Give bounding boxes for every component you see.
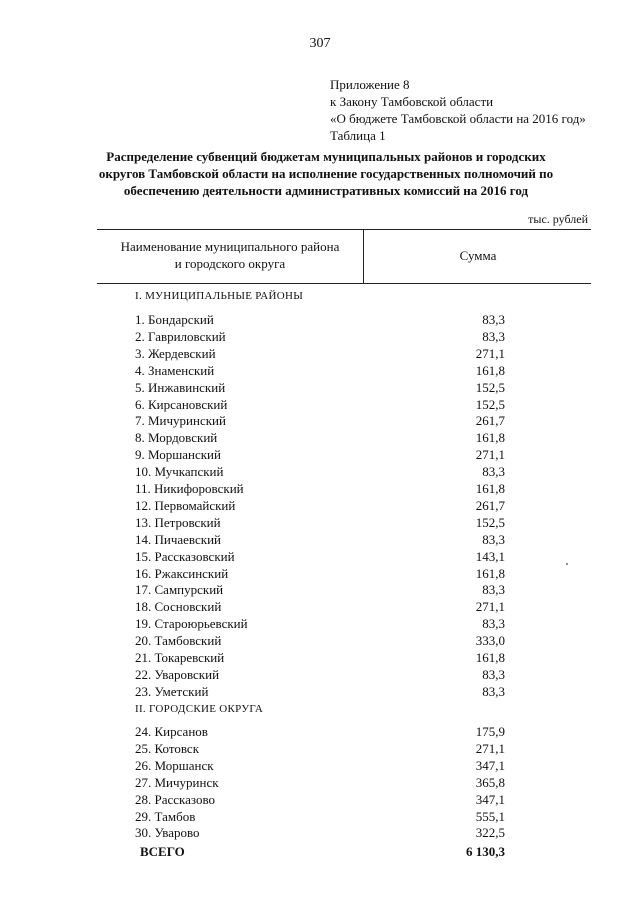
column-header-name-line: и городского округа	[174, 256, 286, 271]
row-value: 83,3	[482, 683, 505, 699]
row-name: 16. Ржаксинский	[135, 565, 229, 581]
row-value: 555,1	[475, 808, 505, 824]
table-row	[135, 514, 505, 531]
title-line: округов Тамбовской области на исполнение государственных полномочий по	[98, 166, 554, 181]
row-value: 271,1	[475, 345, 505, 361]
table-row	[135, 740, 505, 757]
row-value: 271,1	[475, 447, 505, 463]
appendix-line: к Закону Тамбовской области	[330, 94, 494, 109]
row-name: 2. Гавриловский	[135, 328, 226, 344]
appendix-line: «О бюджете Тамбовской области на 2016 год»	[330, 111, 586, 126]
row-value: 161,8	[475, 565, 505, 581]
row-value: 365,8	[475, 774, 505, 790]
appendix-reference	[330, 76, 586, 144]
row-name: 22. Уваровский	[135, 666, 220, 682]
row-name: 30. Уварово	[135, 825, 200, 841]
table-row	[135, 757, 505, 774]
table-row	[135, 345, 505, 362]
row-value: 347,1	[475, 791, 505, 807]
total-value: 6 130,3	[466, 844, 505, 859]
table-row	[135, 531, 505, 548]
row-value: 83,3	[482, 312, 505, 327]
table-row	[135, 598, 505, 615]
row-value: 271,1	[475, 740, 505, 756]
row-value: 161,8	[475, 481, 505, 496]
appendix-line: Таблица 1	[330, 128, 386, 143]
title-line: обеспечению деятельности административных комиссий на 2016 год	[123, 183, 529, 198]
table-row	[135, 615, 505, 632]
row-name: 23. Уметский	[135, 683, 209, 699]
row-value: 161,8	[475, 430, 505, 446]
column-header-sum: Сумма	[459, 248, 497, 263]
table-row	[135, 824, 505, 841]
row-name: 19. Староюрьевский	[135, 616, 248, 632]
row-name: 18. Сосновский	[135, 599, 222, 615]
table-row	[135, 565, 505, 582]
units-label: тыс. рублей	[528, 212, 588, 226]
table-row	[135, 683, 505, 700]
row-value: 161,8	[475, 362, 505, 378]
row-name: 6. Кирсановский	[135, 396, 228, 412]
row-value: 152,5	[475, 396, 505, 412]
table-header-bottom-rule	[97, 283, 591, 284]
row-value: 83,3	[482, 666, 505, 682]
row-value: 271,1	[475, 599, 505, 615]
table-row	[135, 666, 505, 683]
row-name: 28. Рассказово	[135, 791, 216, 807]
table-row	[135, 480, 505, 497]
row-name: 8. Мордовский	[135, 430, 218, 446]
row-name: 4. Знаменский	[135, 362, 215, 378]
scan-speck	[566, 563, 568, 565]
row-name: 20. Тамбовский	[135, 633, 222, 649]
row-value: 83,3	[482, 328, 505, 344]
document-title	[70, 148, 582, 199]
row-name: 9. Моршанский	[135, 447, 221, 463]
row-name: 5. Инжавинский	[135, 379, 226, 395]
section-title: II. ГОРОДСКИЕ ОКРУГА	[135, 703, 264, 715]
table-row	[135, 396, 505, 413]
table-row	[135, 328, 505, 345]
row-value: 83,3	[482, 531, 505, 547]
row-name: 25. Котовск	[135, 740, 200, 756]
row-name: 26. Моршанск	[135, 757, 214, 773]
row-value: 83,3	[482, 464, 505, 480]
table-row	[135, 581, 505, 598]
row-name: 13. Петровский	[135, 514, 221, 530]
row-name: 14. Пичаевский	[135, 531, 221, 547]
row-value: 261,7	[475, 413, 505, 429]
table-row	[135, 774, 505, 791]
row-value: 161,8	[475, 650, 505, 665]
row-value: 143,1	[475, 548, 505, 564]
row-value: 347,1	[475, 757, 505, 773]
total-label: ВСЕГО	[140, 844, 185, 859]
table-row	[135, 429, 505, 446]
row-value: 152,5	[475, 514, 505, 530]
table-row	[135, 632, 505, 649]
row-name: 1. Бондарский	[135, 312, 214, 327]
table-row	[135, 497, 505, 514]
table-row	[135, 362, 505, 379]
table-top-rule	[97, 229, 591, 230]
title-line: Распределение субвенций бюджетам муниципальных районов и городских	[106, 149, 546, 164]
table-row	[135, 463, 505, 480]
row-value: 152,5	[475, 379, 505, 395]
row-name: 29. Тамбов	[135, 808, 196, 824]
table-row	[135, 412, 505, 429]
row-name: 17. Сампурский	[135, 582, 224, 598]
column-header-name	[100, 238, 360, 272]
section-title: I. МУНИЦИПАЛЬНЫЕ РАЙОНЫ	[135, 290, 304, 302]
row-value: 333,0	[475, 633, 505, 649]
row-value: 261,7	[475, 497, 505, 513]
table-row	[135, 723, 505, 740]
row-name: 24. Кирсанов	[135, 724, 208, 739]
row-value: 322,5	[475, 825, 505, 841]
table-row	[135, 379, 505, 396]
row-name: 15. Рассказовский	[135, 548, 235, 564]
table-row	[135, 791, 505, 808]
table-row	[135, 311, 505, 328]
table-row	[135, 808, 505, 825]
row-name: 7. Мичуринский	[135, 413, 226, 429]
row-name: 11. Никифоровский	[135, 481, 244, 496]
row-name: 12. Первомайский	[135, 497, 236, 513]
page-number: 307	[309, 36, 331, 51]
table-row	[135, 649, 505, 666]
row-name: 10. Мучкапский	[135, 464, 224, 480]
appendix-line: Приложение 8	[330, 77, 410, 92]
row-value: 175,9	[475, 724, 505, 739]
row-name: 21. Токаревский	[135, 650, 225, 665]
table-row	[135, 548, 505, 565]
row-name: 3. Жердевский	[135, 345, 216, 361]
table-header-divider	[363, 229, 364, 283]
row-value: 83,3	[482, 582, 505, 598]
table-row	[135, 446, 505, 463]
row-value: 83,3	[482, 616, 505, 632]
column-header-name-line: Наименование муниципального района	[120, 239, 340, 254]
row-name: 27. Мичуринск	[135, 774, 219, 790]
